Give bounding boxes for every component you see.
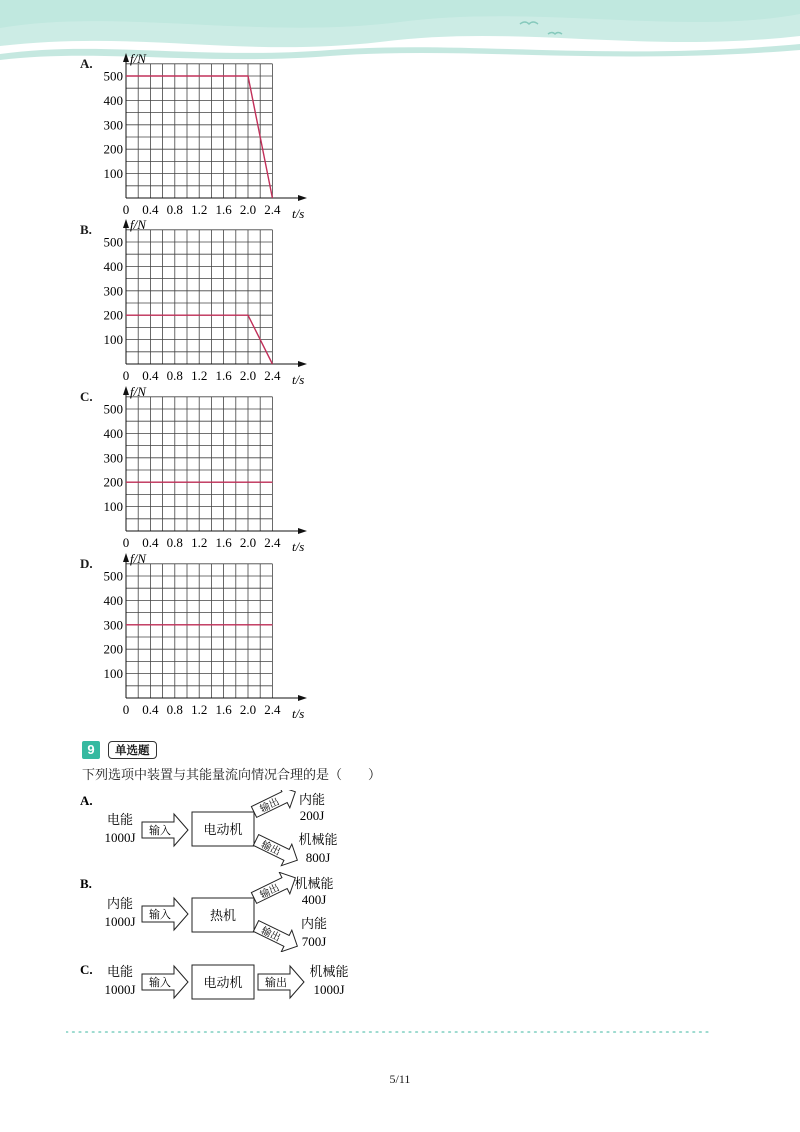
x-tick-label: 1.6 bbox=[215, 368, 232, 383]
option-label-a: A. bbox=[80, 56, 93, 71]
input-energy-amount: 1000J bbox=[104, 914, 136, 929]
output-energy-name: 内能 bbox=[300, 917, 328, 932]
x-tick-label: 2.0 bbox=[239, 368, 257, 383]
output-energy-amount: 200J bbox=[299, 808, 325, 823]
x-tick-label: 2.4 bbox=[264, 702, 281, 717]
y-tick-label: 200 bbox=[103, 141, 123, 157]
x-tick-label: 2.4 bbox=[264, 202, 281, 217]
graph-option-b bbox=[78, 216, 318, 386]
x-axis-label: t/s bbox=[292, 206, 305, 220]
y-tick-label: 100 bbox=[103, 166, 123, 182]
output-energy-amount: 400J bbox=[301, 892, 327, 907]
y-tick-label: 100 bbox=[103, 499, 123, 515]
option-label-d: D. bbox=[80, 556, 93, 571]
x-axis-arrow-icon bbox=[298, 695, 307, 701]
y-tick-label: 500 bbox=[103, 401, 123, 417]
device-name: 电动机 bbox=[203, 976, 243, 991]
x-tick-label: 0.4 bbox=[142, 702, 159, 717]
device-name: 电动机 bbox=[203, 823, 243, 838]
x-tick-label: 2.0 bbox=[239, 202, 257, 217]
input-energy-name: 电能 bbox=[106, 965, 134, 980]
x-tick-label: 1.2 bbox=[191, 202, 208, 217]
input-energy-name: 内能 bbox=[106, 897, 134, 912]
input-energy-amount: 1000J bbox=[104, 830, 136, 845]
x-tick-label: 0 bbox=[122, 535, 130, 550]
y-tick-label: 300 bbox=[103, 283, 123, 299]
output-energy-name: 机械能 bbox=[309, 965, 349, 980]
y-tick-label: 400 bbox=[103, 92, 123, 108]
x-tick-label: 2.0 bbox=[239, 535, 257, 550]
y-tick-label: 400 bbox=[103, 592, 123, 608]
x-tick-label: 0.8 bbox=[166, 702, 183, 717]
x-tick-label: 0.4 bbox=[142, 368, 159, 383]
y-axis-arrow-icon bbox=[123, 53, 129, 62]
input-energy-name: 电能 bbox=[106, 813, 134, 828]
y-tick-label: 200 bbox=[103, 641, 123, 657]
x-tick-label: 0.4 bbox=[142, 202, 159, 217]
x-tick-label: 1.6 bbox=[215, 702, 232, 717]
output-energy-amount: 800J bbox=[305, 850, 331, 865]
y-tick-label: 100 bbox=[103, 332, 123, 348]
question-number-badge: 9 bbox=[82, 741, 100, 759]
y-tick-label: 300 bbox=[103, 617, 123, 633]
output-word-lower: 输出 bbox=[259, 925, 283, 945]
flow-diagram-a bbox=[78, 790, 378, 870]
input-word: 输入 bbox=[149, 976, 171, 989]
flow-option-label: C. bbox=[80, 962, 93, 977]
x-tick-label: 2.4 bbox=[264, 368, 281, 383]
x-tick-label: 1.2 bbox=[191, 368, 208, 383]
y-tick-label: 300 bbox=[103, 450, 123, 466]
y-tick-label: 400 bbox=[103, 258, 123, 274]
x-tick-label: 1.2 bbox=[191, 535, 208, 550]
y-axis-label: f/N bbox=[130, 551, 146, 566]
y-axis-label: f/N bbox=[130, 384, 146, 399]
input-energy-amount: 1000J bbox=[104, 982, 136, 997]
question-stem: 下列选项中装置与其能量流向情况合理的是（ ） bbox=[82, 768, 382, 783]
y-tick-label: 200 bbox=[103, 307, 123, 323]
page-number: 5/11 bbox=[389, 1072, 411, 1086]
y-axis-label: f/N bbox=[130, 217, 146, 232]
device-name: 热机 bbox=[209, 909, 237, 924]
flow-diagram-b bbox=[78, 872, 378, 952]
x-axis-label: t/s bbox=[292, 539, 305, 553]
output-energy-name: 内能 bbox=[298, 793, 326, 808]
dotted-separator bbox=[66, 1030, 712, 1034]
x-tick-label: 0 bbox=[122, 368, 130, 383]
y-tick-label: 500 bbox=[103, 68, 123, 84]
flow-diagram-c bbox=[78, 958, 378, 1006]
x-axis-label: t/s bbox=[292, 372, 305, 386]
y-axis-arrow-icon bbox=[123, 386, 129, 395]
graph-option-a bbox=[78, 50, 318, 220]
x-tick-label: 0.8 bbox=[166, 202, 183, 217]
y-tick-label: 300 bbox=[103, 117, 123, 133]
question-type-badge: 单选题 bbox=[108, 741, 157, 759]
output-energy-name: 机械能 bbox=[298, 833, 338, 848]
flow-option-label: B. bbox=[80, 876, 92, 891]
input-word: 输入 bbox=[149, 824, 171, 837]
x-tick-label: 0.4 bbox=[142, 535, 159, 550]
y-tick-label: 400 bbox=[103, 425, 123, 441]
y-axis-arrow-icon bbox=[123, 219, 129, 228]
output-energy-name: 机械能 bbox=[294, 877, 334, 892]
flow-option-label: A. bbox=[80, 793, 93, 808]
x-tick-label: 1.2 bbox=[191, 702, 208, 717]
x-axis-arrow-icon bbox=[298, 195, 307, 201]
output-word-upper: 输出 bbox=[258, 796, 282, 816]
x-tick-label: 2.0 bbox=[239, 702, 257, 717]
graph-option-d bbox=[78, 550, 318, 720]
input-word: 输入 bbox=[149, 908, 171, 921]
output-word-lower: 输出 bbox=[259, 839, 283, 859]
x-tick-label: 0 bbox=[122, 702, 130, 717]
option-label-b: B. bbox=[80, 222, 92, 237]
x-axis-arrow-icon bbox=[298, 361, 307, 367]
x-tick-label: 0.8 bbox=[166, 368, 183, 383]
x-tick-label: 1.6 bbox=[215, 202, 232, 217]
output-energy-amount: 700J bbox=[301, 934, 327, 949]
option-label-c: C. bbox=[80, 389, 93, 404]
y-tick-label: 100 bbox=[103, 666, 123, 682]
x-tick-label: 2.4 bbox=[264, 535, 281, 550]
y-tick-label: 200 bbox=[103, 474, 123, 490]
output-energy-amount: 1000J bbox=[313, 982, 345, 997]
output-word-upper: 输出 bbox=[258, 882, 282, 902]
x-axis-arrow-icon bbox=[298, 528, 307, 534]
y-tick-label: 500 bbox=[103, 568, 123, 584]
x-axis-label: t/s bbox=[292, 706, 305, 720]
x-tick-label: 0 bbox=[122, 202, 130, 217]
x-tick-label: 0.8 bbox=[166, 535, 183, 550]
output-word: 输出 bbox=[265, 976, 287, 989]
x-tick-label: 1.6 bbox=[215, 535, 232, 550]
y-tick-label: 500 bbox=[103, 234, 123, 250]
graph-option-c bbox=[78, 383, 318, 553]
y-axis-label: f/N bbox=[130, 51, 146, 66]
y-axis-arrow-icon bbox=[123, 553, 129, 562]
